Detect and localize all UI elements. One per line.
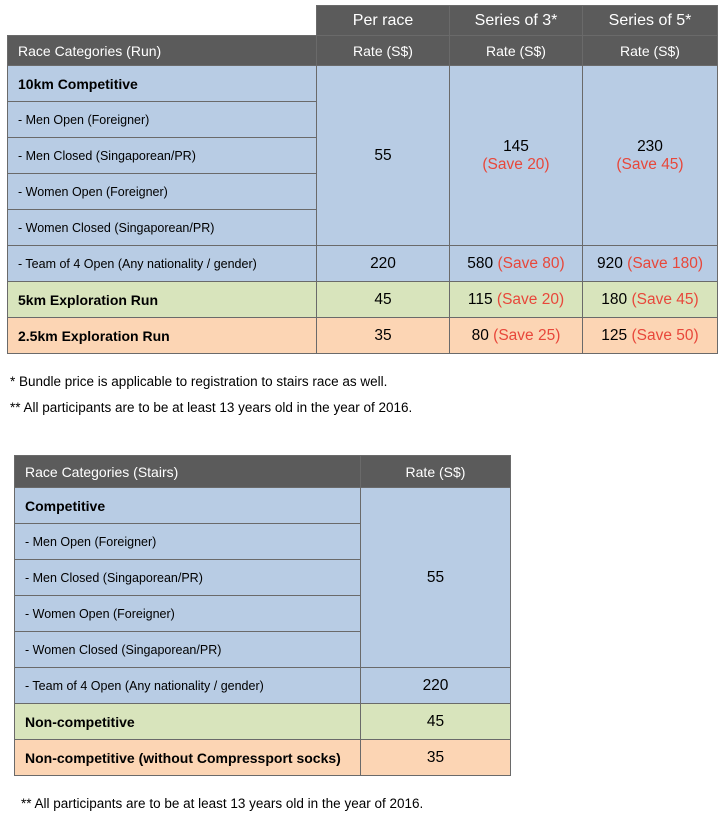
stairs-category-women-open: - Women Open (Foreigner) xyxy=(15,596,361,632)
price-5km-series-3 xyxy=(450,282,583,318)
price-team-series-3 xyxy=(450,246,583,282)
save-value: (Save 180) xyxy=(627,254,703,272)
price-stairs-team: 220 xyxy=(361,668,511,704)
price-value: 180 xyxy=(601,290,628,308)
price-team-series-5 xyxy=(583,246,718,282)
save-value: (Save 45) xyxy=(616,155,684,173)
note-age-stairs: ** All participants are to be at least 13 years old in the year of 2016. xyxy=(21,796,424,811)
stairs-price-table xyxy=(14,455,511,776)
category-women-open: - Women Open (Foreigner) xyxy=(8,174,317,210)
stairs-category-men-open: - Men Open (Foreigner) xyxy=(15,524,361,560)
stairs-rate-header: Rate (S$) xyxy=(361,456,511,488)
price-value: 80 xyxy=(471,326,489,344)
group-title-10km: 10km Competitive xyxy=(8,66,317,102)
note-bundle: * Bundle price is applicable to registration to stairs race as well. xyxy=(10,374,388,389)
price-2-5km-series-5 xyxy=(583,318,718,354)
save-value: (Save 25) xyxy=(493,326,561,344)
price-2-5km-per-race: 35 xyxy=(317,318,450,354)
blank-corner xyxy=(8,6,317,36)
stairs-category-team-of-4: - Team of 4 Open (Any nationality / gender) xyxy=(15,668,361,704)
category-men-closed: - Men Closed (Singaporean/PR) xyxy=(8,138,317,174)
rate-header-series-3: Rate (S$) xyxy=(450,36,583,66)
price-value: 920 xyxy=(596,254,623,272)
category-non-competitive: Non-competitive xyxy=(15,704,361,740)
price-value: 580 xyxy=(467,254,494,272)
run-category-header: Race Categories (Run) xyxy=(8,36,317,66)
save-value: (Save 20) xyxy=(482,155,550,173)
group-title-competitive: Competitive xyxy=(15,488,361,524)
stairs-category-women-closed: - Women Closed (Singaporean/PR) xyxy=(15,632,361,668)
price-value: 125 xyxy=(601,326,628,344)
price-team-per-race: 220 xyxy=(317,246,450,282)
price-10km-per-race: 55 xyxy=(317,66,450,246)
rate-header-per-race: Rate (S$) xyxy=(317,36,450,66)
price-value: 230 xyxy=(637,137,663,155)
price-5km-per-race: 45 xyxy=(317,282,450,318)
category-women-closed: - Women Closed (Singaporean/PR) xyxy=(8,210,317,246)
category-team-of-4: - Team of 4 Open (Any nationality / gender) xyxy=(8,246,317,282)
price-non-competitive: 45 xyxy=(361,704,511,740)
price-10km-series-5 xyxy=(583,66,718,246)
col-header-series-5: Series of 5* xyxy=(583,6,718,36)
stairs-category-header: Race Categories (Stairs) xyxy=(15,456,361,488)
price-non-competitive-no-socks: 35 xyxy=(361,740,511,776)
price-5km-series-5 xyxy=(583,282,718,318)
category-men-open: - Men Open (Foreigner) xyxy=(8,102,317,138)
note-age-run: ** All participants are to be at least 13 years old in the year of 2016. xyxy=(10,400,413,415)
save-value: (Save 20) xyxy=(496,290,565,308)
col-header-series-3: Series of 3* xyxy=(450,6,583,36)
price-10km-series-3 xyxy=(450,66,583,246)
run-price-table xyxy=(7,5,718,354)
save-value: (Save 50) xyxy=(631,326,699,344)
category-2-5km-run: 2.5km Exploration Run xyxy=(8,318,317,354)
category-5km-run: 5km Exploration Run xyxy=(8,282,317,318)
price-competitive: 55 xyxy=(361,488,511,668)
price-2-5km-series-3 xyxy=(450,318,583,354)
save-value: (Save 80) xyxy=(497,254,565,272)
price-value: 145 xyxy=(503,137,529,155)
stairs-category-men-closed: - Men Closed (Singaporean/PR) xyxy=(15,560,361,596)
rate-header-series-5: Rate (S$) xyxy=(583,36,718,66)
category-non-competitive-no-socks: Non-competitive (without Compressport socks) xyxy=(15,740,361,776)
col-header-per-race: Per race xyxy=(317,6,450,36)
price-value: 115 xyxy=(467,290,493,308)
save-value: (Save 45) xyxy=(631,290,699,308)
